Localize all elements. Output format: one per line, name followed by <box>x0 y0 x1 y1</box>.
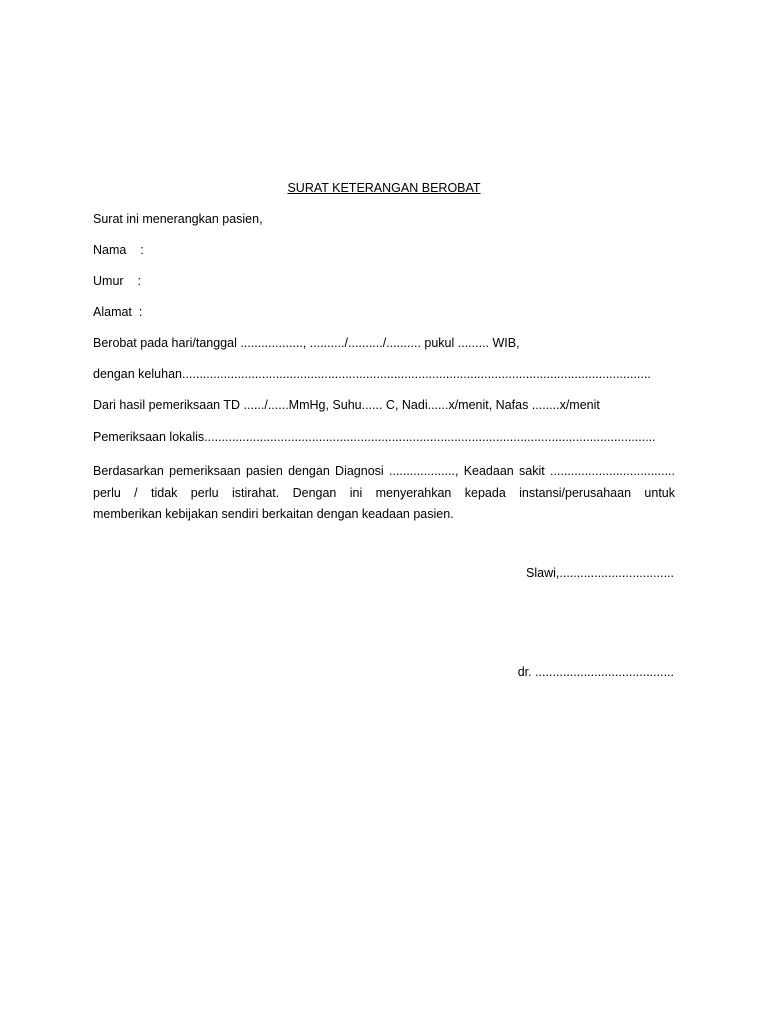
place-date: Slawi,................................. <box>526 566 674 580</box>
doctor-signature-line: dr. ........................................ <box>517 665 674 679</box>
document-title: SURAT KETERANGAN BEROBAT <box>287 181 481 195</box>
conclusion-line-1: Berdasarkan pemeriksaan pasien dengan Diagnosi ..................., Keadaan sakit .................................... <box>93 464 675 478</box>
keluhan-line: dengan keluhan....................................................................................................................................... <box>93 367 651 381</box>
intro-text: Surat ini menerangkan pasien, <box>93 212 263 226</box>
conclusion-paragraph <box>93 461 675 526</box>
nama-field: Nama : <box>93 243 144 257</box>
berobat-line: Berobat pada hari/tanggal .................., ........../........../.......... pukul ......... WIB, <box>93 336 520 350</box>
conclusion-line-3: memberikan kebijakan sendiri berkaitan dengan keadaan pasien. <box>93 507 454 521</box>
alamat-field: Alamat : <box>93 305 143 319</box>
pemeriksaan-lokalis-line: Pemeriksaan lokalis.................................................................................................................................. <box>93 430 656 444</box>
pemeriksaan-td-line: Dari hasil pemeriksaan TD ....../......MmHg, Suhu...... C, Nadi......x/menit, Nafas ........x/menit <box>93 398 600 412</box>
conclusion-line-2: perlu / tidak perlu istirahat. Dengan ini menyerahkan kepada instansi/perusahaan untuk <box>93 485 675 500</box>
umur-field: Umur : <box>93 274 141 288</box>
